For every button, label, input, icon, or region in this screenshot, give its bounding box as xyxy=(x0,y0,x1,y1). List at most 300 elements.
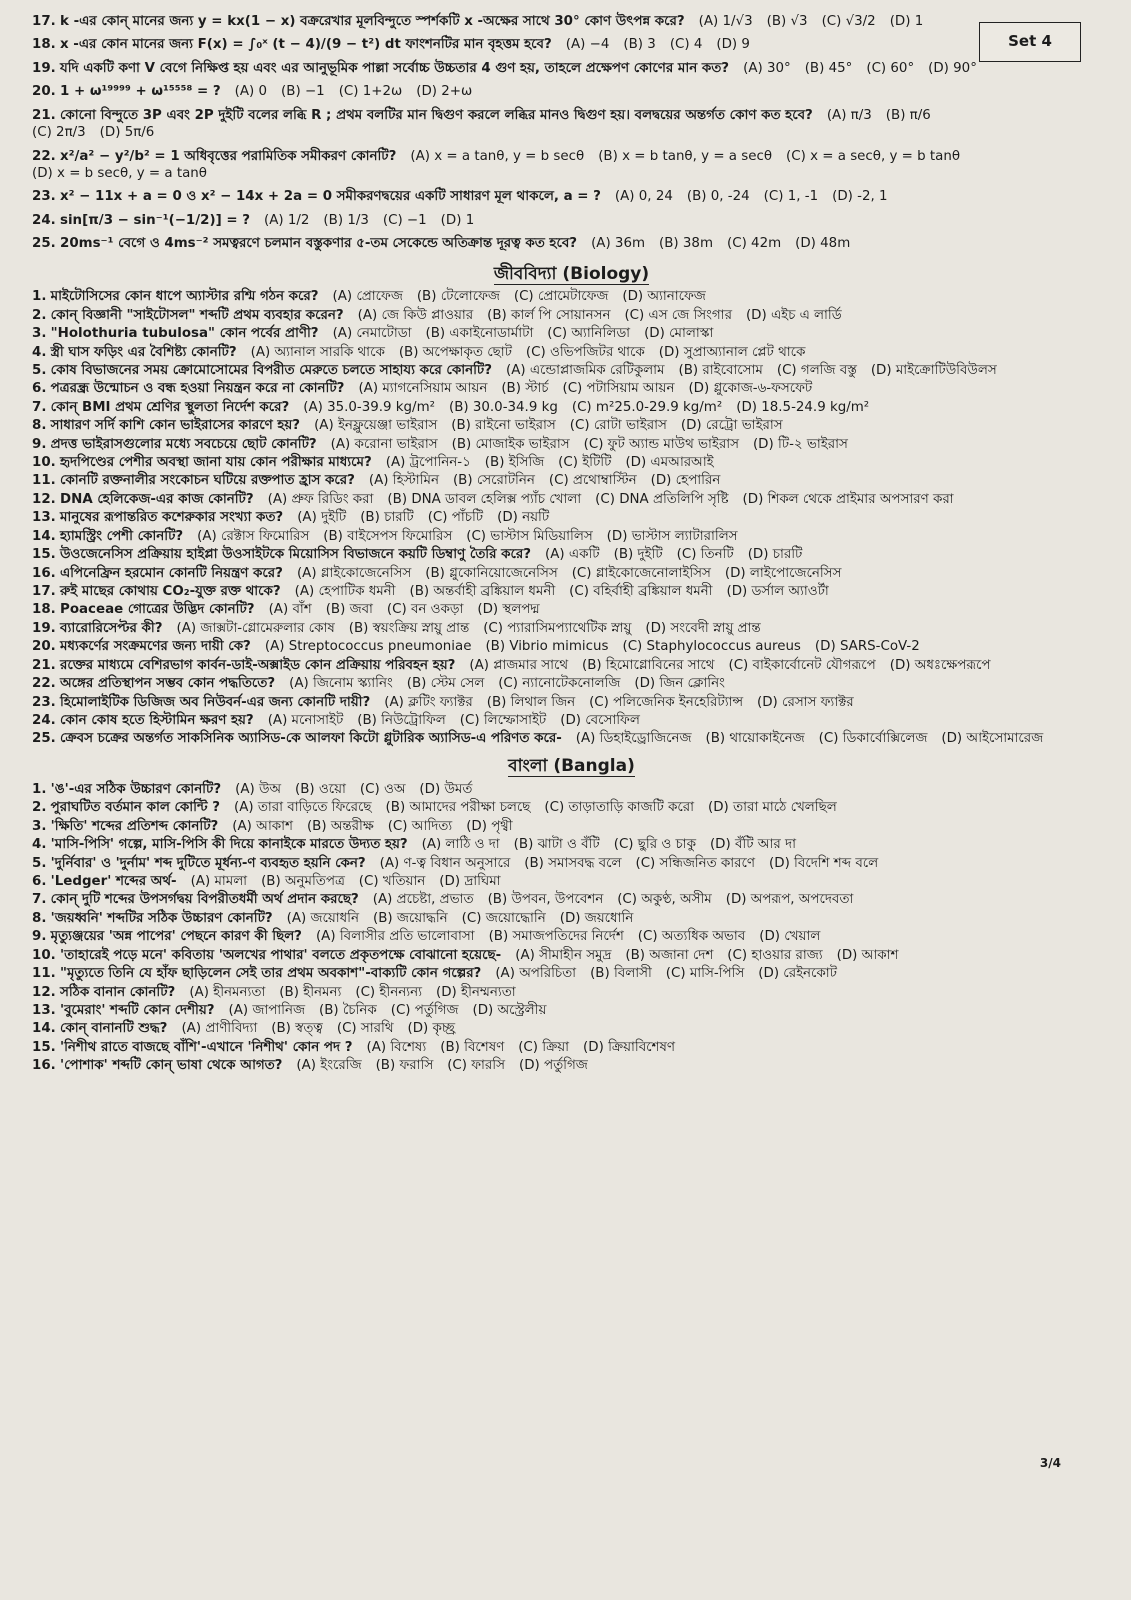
question-item xyxy=(32,288,1111,306)
answer-option: (D) অপরূপ, অপদেবতা xyxy=(725,892,854,908)
question-item xyxy=(32,104,982,145)
answer-option: (B) কার্ল পি সোয়ানসন xyxy=(487,307,611,323)
answer-option: (B) 30.0-34.9 kg xyxy=(448,399,558,415)
answer-option: (A) প্রুফ রিডিং করা xyxy=(267,491,374,507)
question-text: রক্তের মাধ্যমে বেশিরভাগ কার্বন-ডাই-অক্সাইড কোন প্রক্রিয়ায় পরিবহন হয়? xyxy=(60,657,456,673)
question-text: কোন্ বানানটি শুদ্ধ? xyxy=(60,1021,168,1037)
question-number: 23. xyxy=(32,694,56,710)
answer-option: (A) করোনা ভাইরাস xyxy=(330,436,438,452)
question-number: 18. xyxy=(32,37,56,53)
answer-option: (A) মামলা xyxy=(190,873,248,889)
answer-option: (A) ণ-ত্ব বিধান অনুসারে xyxy=(379,855,511,871)
question-stem xyxy=(32,472,355,489)
answer-option: (B) ফরাসি xyxy=(375,1058,434,1074)
question-number: 12. xyxy=(32,491,56,507)
answer-option: (C) Staphylococcus aureus xyxy=(622,639,801,655)
question-text: হ্যামস্ট্রিং পেশী কোনটি? xyxy=(60,528,184,544)
question-stem xyxy=(32,1020,167,1037)
answer-option: (D) SARS-CoV-2 xyxy=(814,639,920,655)
answer-option: (A) জে কিউ প্লাওয়ার xyxy=(357,307,474,323)
answer-option: (B) 45° xyxy=(804,60,853,76)
answer-option: (C) 1+2ω xyxy=(338,84,403,100)
answer-option: (A) ট্রপোনিন-১ xyxy=(385,455,471,471)
question-item xyxy=(32,638,1111,656)
answer-option: (C) ওভিপজিটর থাকে xyxy=(525,344,645,360)
answer-option: (C) তাড়াতাড়ি কাজটি করো xyxy=(544,800,695,816)
answer-option: (A) জাপানিজ xyxy=(228,1002,305,1018)
question-stem xyxy=(32,799,220,816)
answer-option: (D) দ্রাঘিমা xyxy=(439,873,501,889)
question-stem xyxy=(32,730,562,747)
answer-option: (A) 35.0-39.9 kg/m² xyxy=(303,399,435,415)
set-label: Set 4 xyxy=(979,22,1081,62)
answer-option: (C) আদিত্য xyxy=(387,818,453,834)
answer-option: (D) তারা মাঠে খেলছিল xyxy=(708,800,837,816)
answer-option: (B) বিশেষণ xyxy=(440,1039,505,1055)
answer-option: (B) টেলোফেজ xyxy=(416,289,500,305)
answer-option: (A) 30° xyxy=(743,60,791,76)
question-text: 'ক্ষিতি' শব্দের প্রতিশব্দ কোনটি? xyxy=(50,818,219,834)
answer-option: (B) স্বত্ত্ব xyxy=(271,1021,323,1037)
question-stem xyxy=(32,188,601,205)
answer-option: (B) 3 xyxy=(623,37,656,53)
answer-option: (A) প্রোফেজ xyxy=(332,289,403,305)
question-number: 5. xyxy=(32,362,47,378)
answer-option: (C) প্যারাসিমপ্যাথেটিক স্নায়ু xyxy=(483,620,632,636)
answer-option: (A) প্লাজমার সাথে xyxy=(469,657,568,673)
question-number: 2. xyxy=(32,307,47,323)
answer-option: (D) এমআরআই xyxy=(625,455,714,471)
answer-option: (B) বিলাসী xyxy=(590,966,652,982)
question-number: 19. xyxy=(32,60,56,76)
question-item xyxy=(32,380,1111,398)
answer-option: (D) জিন ক্লোনিং xyxy=(634,676,725,692)
answer-option: (D) পর্তুগিজ xyxy=(518,1058,588,1074)
question-stem xyxy=(32,36,552,53)
answer-option: (D) জয়ধোনি xyxy=(559,910,634,926)
answer-option: (C) 2π/3 xyxy=(32,125,86,141)
question-stem xyxy=(32,344,237,361)
question-item xyxy=(32,435,1111,453)
question-stem xyxy=(32,380,344,397)
answer-option: (B) চৈনিক xyxy=(319,1002,377,1018)
question-stem xyxy=(32,399,289,416)
question-number: 11. xyxy=(32,473,56,489)
question-stem xyxy=(32,583,281,600)
answer-option: (B) অপেক্ষাকৃত ছোট xyxy=(398,344,512,360)
answer-option: (C) রোটা ভাইরাস xyxy=(569,418,667,434)
answer-option: (B) DNA ডাবল হেলিক্স প্যাঁচ খোলা xyxy=(387,491,582,507)
question-text: x -এর কোন মানের জন্য F(x) = ∫₀ˣ (t − 4)/(9 − t²) dt ফাংশনটির মান বৃহত্তম হবে? xyxy=(60,37,552,53)
math-section xyxy=(32,10,982,256)
biology-section xyxy=(32,288,1111,749)
answer-option: (B) জয়োদ্ধনি xyxy=(372,910,448,926)
question-text: 'পোশাক' শব্দটি কোন্ ভাষা থেকে আগত? xyxy=(60,1058,283,1074)
question-number: 17. xyxy=(32,583,56,599)
answer-option: (A) 0 xyxy=(234,84,268,100)
question-stem xyxy=(32,528,183,545)
question-number: 16. xyxy=(32,1058,56,1074)
question-text: প্রদত্ত ভাইরাসগুলোর মধ্যে সবচেয়ে ছোট কোনটি? xyxy=(50,436,317,452)
question-stem xyxy=(32,491,254,508)
answer-option: (B) স্টার্চ xyxy=(501,381,549,397)
question-text: রুই মাছের কোথায় CO₂-যুক্ত রক্ত থাকে? xyxy=(60,583,281,599)
question-text: মধ্যকর্ণের সংক্রমণের জন্য দায়ী কে? xyxy=(60,639,251,655)
question-number: 14. xyxy=(32,528,56,544)
question-stem xyxy=(32,325,319,342)
answer-option: (A) ইংরেজি xyxy=(296,1058,362,1074)
answer-option: (D) লাইপোজেনেসিস xyxy=(724,565,842,581)
answer-option: (B) দুইটি xyxy=(613,547,663,563)
question-text: DNA হেলিকেজ-এর কাজ কোনটি? xyxy=(60,491,254,507)
question-number: 1. xyxy=(32,781,47,797)
answer-option: (D) শিকল থেকে প্রাইমার অপসারণ করা xyxy=(742,491,954,507)
answer-option: (B) নিউট্রোফিল xyxy=(357,712,446,728)
answer-option: (A) গ্লাইকোজেনেসিস xyxy=(296,565,412,581)
answer-option: (B) সেরোটনিন xyxy=(452,473,535,489)
question-item xyxy=(32,891,1111,909)
question-item xyxy=(32,909,1111,927)
question-number: 24. xyxy=(32,712,56,728)
question-number: 6. xyxy=(32,873,47,889)
question-text: "মৃত্যুতে তিনি যে হাঁফ ছাড়িলেন সেই তার প্রথম অবকাশ"-বাক্যটি কোন গল্পের? xyxy=(60,966,482,982)
answer-option: (B) লিথাল জিন xyxy=(486,694,576,710)
question-stem xyxy=(32,818,218,835)
answer-option: (D) মোলাস্কা xyxy=(644,326,714,342)
answer-option: (D) রেট্রো ভাইরাস xyxy=(680,418,783,434)
question-number: 25. xyxy=(32,731,56,747)
answer-option: (C) ফুট অ্যান্ড মাউথ ভাইরাস xyxy=(583,436,739,452)
answer-option: (A) তারা বাড়িতে ফিরেছে xyxy=(233,800,372,816)
question-text: k -এর কোন্ মানের জন্য y = kx(1 − x) বক্ররেখার মূলবিন্দুতে স্পর্শকটি x -অক্ষের সাথে 30° কোণ উৎপন্ন করে? xyxy=(60,14,685,29)
answer-option: (C) 4 xyxy=(669,37,703,53)
question-item xyxy=(32,946,1111,964)
question-text: কোন্ দুটি শব্দের উপসর্গদ্বয় বিপরীতধর্মী অর্থ প্রদান করছে? xyxy=(50,892,359,908)
answer-option: (C) 60° xyxy=(866,60,915,76)
bangla-section xyxy=(32,780,1111,1075)
question-item xyxy=(32,854,1111,872)
answer-option: (C) সন্ধিজনিত কারণে xyxy=(635,855,756,871)
answer-option: (D) আকাশ xyxy=(836,947,899,963)
answer-option: (D) ভাস্টাস ল্যাটারালিস xyxy=(606,528,738,544)
answer-option: (D) মাইক্রোটিউবিউলস xyxy=(870,362,997,378)
answer-option: (A) 36m xyxy=(591,236,646,252)
question-text: 'নিশীথ রাতে বাজছে বাঁশি'-এখানে 'নিশীথ' কোন পদ ? xyxy=(60,1039,353,1055)
question-item xyxy=(32,965,1111,983)
answer-option: (C) 1, -1 xyxy=(763,189,819,205)
answer-option: (C) m²25.0-29.9 kg/m² xyxy=(571,399,723,415)
answer-option: (A) ম্যাগনেসিয়াম আয়ন xyxy=(358,381,488,397)
answer-option: (D) অধঃক্ষেপরূপে xyxy=(889,657,991,673)
answer-option: (C) গলজি বস্তু xyxy=(776,362,857,378)
answer-option: (B) গ্লুকোনিয়োজেনেসিস xyxy=(425,565,558,581)
answer-option: (D) স্থলপদ্ম xyxy=(477,602,540,618)
question-number: 8. xyxy=(32,418,47,434)
answer-option: (A) 1/2 xyxy=(264,212,310,228)
question-item xyxy=(32,693,1111,711)
question-text: ক্রেবস চক্রের অন্তর্গত সাকসিনিক অ্যাসিড-কে আলফা কিটো গ্লুটারিক অ্যাসিড-এ পরিণত করে- xyxy=(60,731,562,747)
answer-option: (C) ভাস্টাস মিডিয়ালিস xyxy=(466,528,593,544)
answer-option: (A) অ্যানাল সারকি থাকে xyxy=(250,344,385,360)
answer-option: (D) 90° xyxy=(928,60,977,76)
answer-option: (A) বাঁশ xyxy=(268,602,312,618)
answer-option: (D) উমর্ত xyxy=(419,781,473,797)
answer-option: (B) √3 xyxy=(766,14,808,29)
question-text: 'দুর্নিবার' ও 'দুর্নাম' শব্দ দুটিতে মূর্ধন্য-ণ ব্যবহৃত হয়নি কেন? xyxy=(50,855,366,871)
question-text: কোন্ BMI প্রথম শ্রেণির স্থুলতা নির্দেশ করে? xyxy=(50,399,290,415)
question-text: "Holothuria tubulosa" কোন পর্বের প্রাণী? xyxy=(50,326,319,342)
question-item xyxy=(32,417,1111,435)
question-stem xyxy=(32,1057,282,1074)
question-stem xyxy=(32,781,221,798)
answer-option: (A) π/3 xyxy=(826,107,872,123)
answer-option: (B) স্বয়ংক্রিয় স্নায়ু প্রান্ত xyxy=(348,620,470,636)
answer-option: (A) প্রচেষ্টা, প্রভাত xyxy=(372,892,474,908)
question-text: 20ms⁻¹ বেগে ও 4ms⁻² সমত্বরণে চলমান বস্তুকণার ৫-তম সেকেন্ডে অতিক্রান্ত দূরত্ব কত হবে? xyxy=(60,236,578,252)
question-stem xyxy=(32,212,250,229)
answer-option: (A) সীমাহীন সমুদ্র xyxy=(515,947,612,963)
answer-option: (C) প্রোমেটাফেজ xyxy=(513,289,609,305)
question-item xyxy=(32,1057,1111,1075)
answer-option: (B) অন্তরীক্ষ xyxy=(306,818,374,834)
question-item xyxy=(32,546,1111,564)
question-item xyxy=(32,730,1111,748)
question-item xyxy=(32,306,1111,324)
answer-option: (B) Vibrio mimicus xyxy=(485,639,609,655)
answer-option: (B) ঝাটা ও বঁটি xyxy=(513,837,600,853)
question-item xyxy=(32,817,1111,835)
question-item xyxy=(32,10,982,33)
biology-heading: জীববিদ্যা (Biology) xyxy=(493,263,650,284)
answer-option: (C) হীনন্যন্য xyxy=(355,984,423,1000)
answer-option: (A) মনোসাইট xyxy=(267,712,344,728)
answer-option: (D) x = b secθ, y = a tanθ xyxy=(32,165,207,181)
question-number: 5. xyxy=(32,855,47,871)
question-number: 7. xyxy=(32,399,47,415)
question-number: 24. xyxy=(32,212,56,228)
question-number: 3. xyxy=(32,326,47,342)
question-number: 14. xyxy=(32,1021,56,1037)
answer-option: (A) একটি xyxy=(545,547,600,563)
question-stem xyxy=(32,83,221,100)
question-stem xyxy=(32,288,319,305)
question-number: 21. xyxy=(32,657,56,673)
question-stem xyxy=(32,965,481,982)
answer-option: (A) ইনফ্লুয়েঞ্জা ভাইরাস xyxy=(314,418,438,434)
question-text: উওজেনেসিস প্রক্রিয়ায় হাইপ্লা উওসাইটকে মিয়োসিস বিভাজনে কয়টি ডিম্বাণু তৈরি করে? xyxy=(60,547,532,563)
question-stem xyxy=(32,910,273,927)
answer-option: (C) ইটিটি xyxy=(558,455,612,471)
answer-option: (B) অন্তর্বাহী ব্রঙ্কিয়াল ধমনী xyxy=(409,583,556,599)
question-stem xyxy=(32,675,275,692)
answer-option: (C) 42m xyxy=(727,236,782,252)
question-stem xyxy=(32,1039,352,1056)
question-number: 18. xyxy=(32,602,56,618)
question-stem xyxy=(32,509,283,526)
question-stem xyxy=(32,873,177,890)
question-number: 1. xyxy=(32,289,47,305)
question-number: 4. xyxy=(32,837,47,853)
question-stem xyxy=(32,836,408,853)
answer-option: (C) বন ওকড়া xyxy=(386,602,464,618)
question-item xyxy=(32,799,1111,817)
answer-option: (B) সমাসবদ্ধ বলে xyxy=(524,855,622,871)
question-stem xyxy=(32,307,344,324)
question-text: কোন কোষ হতে হিস্টামিন ক্ষরণ হয়? xyxy=(60,712,254,728)
answer-option: (D) 1 xyxy=(440,212,475,228)
answer-option: (D) খেয়াল xyxy=(759,929,821,945)
question-stem xyxy=(32,148,396,165)
answer-option: (A) এন্ডোপ্লাজমিক রেটিকুলাম xyxy=(505,362,665,378)
answer-option: (D) 18.5-24.9 kg/m² xyxy=(736,399,870,415)
question-text: সঠিক বানান কোনটি? xyxy=(60,984,176,1000)
question-text: 'তাহারেই পড়ে মনে' কবিতায় 'অলখের পাথার' বলতে প্রকৃতপক্ষে বোঝানো হয়েছে- xyxy=(60,947,502,963)
question-stem xyxy=(32,1002,214,1019)
question-text: x² − 11x + a = 0 ও x² − 14x + 2a = 0 সমীকরণদ্বয়ের একটি সাধারণ মূল থাকলে, a = ? xyxy=(60,189,601,205)
answer-option: (A) x = a tanθ, y = b secθ xyxy=(410,148,585,164)
answer-option: (C) ক্রিয়া xyxy=(518,1039,570,1055)
question-number: 4. xyxy=(32,344,47,360)
answer-option: (C) ন্যানোটেকনোলজি xyxy=(498,676,621,692)
question-stem xyxy=(32,565,283,582)
answer-option: (C) x = a secθ, y = b tanθ xyxy=(786,148,961,164)
answer-option: (C) খতিয়ান xyxy=(358,873,426,889)
question-number: 22. xyxy=(32,676,56,692)
question-item xyxy=(32,836,1111,854)
question-text: কোষ বিভাজনের সময় ক্রোমোসোমের বিপরীত মেরুতে চলতে সাহায্য করে কোনটি? xyxy=(50,362,492,378)
answer-option: (D) 5π/6 xyxy=(99,125,155,141)
question-number: 10. xyxy=(32,947,56,963)
answer-option: (B) আমাদের পরীক্ষা চলছে xyxy=(385,800,531,816)
answer-option: (D) পৃথ্বী xyxy=(466,818,513,834)
answer-option: (C) ডিকার্বোক্সিলেজ xyxy=(818,731,928,747)
answer-option: (D) টি-২ ভাইরাস xyxy=(752,436,848,452)
question-stem xyxy=(32,855,366,872)
page-number: 3/4 xyxy=(1039,1456,1061,1471)
question-number: 22. xyxy=(32,148,56,164)
question-item xyxy=(32,780,1111,798)
question-item xyxy=(32,1020,1111,1038)
answer-option: (A) −4 xyxy=(565,37,610,53)
question-item xyxy=(32,209,982,232)
answer-option: (D) 1 xyxy=(889,14,924,29)
answer-option: (C) অত্যধিক অভাব xyxy=(637,929,746,945)
question-text: হিমোলাইটিক ডিজিজ অব নিউবর্ন-এর জন্য কোনটি দায়ী? xyxy=(60,694,371,710)
question-item xyxy=(32,57,982,80)
answer-option: (A) ডিহাইড্রোজিনেজ xyxy=(575,731,692,747)
answer-option: (C) ওঅ xyxy=(359,781,406,797)
answer-option: (B) অজানা দেশ xyxy=(625,947,714,963)
answer-option: (D) রেসাস ফ্যাক্টর xyxy=(757,694,854,710)
answer-option: (B) জবা xyxy=(325,602,373,618)
answer-option: (B) 38m xyxy=(659,236,713,252)
question-text: স্ত্রী ঘাস ফড়িং এর বৈশিষ্ট্য কোনটি? xyxy=(50,344,237,360)
question-stem xyxy=(32,891,359,908)
answer-option: (A) লাঠি ও দা xyxy=(421,837,500,853)
answer-option: (D) ক্রিয়াবিশেষণ xyxy=(583,1039,675,1055)
question-stem xyxy=(32,712,254,729)
answer-option: (B) সমাজপতিদের নির্দেশ xyxy=(488,929,624,945)
question-item xyxy=(32,675,1111,693)
answer-option: (D) অস্ট্রেলীয় xyxy=(472,1002,547,1018)
answer-option: (D) 2+ω xyxy=(416,84,473,100)
answer-option: (C) প্রথোম্বাস্টিন xyxy=(548,473,637,489)
question-number: 21. xyxy=(32,107,56,123)
answer-option: (C) পর্তুগিজ xyxy=(390,1002,459,1018)
question-item xyxy=(32,928,1111,946)
answer-option: (A) 0, 24 xyxy=(614,189,673,205)
answer-option: (A) বিশেষ্য xyxy=(366,1039,427,1055)
question-text: এপিনেফ্রিন হরমোন কোনটি নিয়ন্ত্রণ করে? xyxy=(60,565,283,581)
question-item xyxy=(32,1038,1111,1056)
question-number: 13. xyxy=(32,510,56,526)
answer-option: (C) মাসি-পিসি xyxy=(665,966,745,982)
answer-option: (C) গ্লাইকোজেনোলাইসিস xyxy=(571,565,711,581)
answer-option: (B) −1 xyxy=(281,84,325,100)
question-stem xyxy=(32,928,302,945)
answer-option: (B) বাইসেপস ফিমোরিস xyxy=(323,528,453,544)
question-number: 10. xyxy=(32,455,56,471)
question-text: 'ঙ'-এর সঠিক উচ্চারণ কোনটি? xyxy=(50,781,222,797)
answer-option: (C) জয়োদ্ধোনি xyxy=(461,910,546,926)
answer-option: (A) 1/√3 xyxy=(698,14,753,29)
answer-option: (A) জাক্সটা-গ্লোমেরুলার কোষ xyxy=(176,620,335,636)
question-item xyxy=(32,145,982,186)
question-text: 'বুমেরাং' শব্দটি কোন দেশীয়? xyxy=(60,1002,215,1018)
answer-option: (B) স্টেম সেল xyxy=(406,676,485,692)
question-stem xyxy=(32,417,300,434)
question-text: 'Ledger' শব্দের অর্থ- xyxy=(50,873,177,889)
question-number: 8. xyxy=(32,910,47,926)
question-number: 25. xyxy=(32,236,56,252)
question-item xyxy=(32,33,982,56)
question-item xyxy=(32,185,982,208)
question-number: 11. xyxy=(32,966,56,982)
answer-option: (A) অপরিচিতা xyxy=(495,966,577,982)
question-number: 15. xyxy=(32,547,56,563)
question-text: কোন্ বিজ্ঞানী "সাইটোসল" শব্দটি প্রথম ব্যবহার করেন? xyxy=(50,307,344,323)
answer-option: (D) এইচ এ লার্ডি xyxy=(745,307,842,323)
question-item xyxy=(32,1001,1111,1019)
question-stem xyxy=(32,657,455,674)
question-item xyxy=(32,564,1111,582)
answer-option: (C) অকুণ্ঠ, অসীম xyxy=(617,892,712,908)
answer-option: (D) বেসোফিল xyxy=(560,712,640,728)
answer-option: (D) হেপারিন xyxy=(650,473,721,489)
question-item xyxy=(32,343,1111,361)
question-number: 23. xyxy=(32,189,56,205)
question-stem xyxy=(32,620,162,637)
answer-option: (D) বঁটি আর দা xyxy=(709,837,796,853)
question-stem xyxy=(32,638,251,655)
question-stem xyxy=(32,235,577,252)
answer-option: (D) গ্লুকোজ-৬-ফসফেট xyxy=(688,381,813,397)
question-number: 6. xyxy=(32,381,47,397)
answer-option: (B) মোজাইক ভাইরাস xyxy=(451,436,570,452)
question-stem xyxy=(32,947,501,964)
question-text: কোনটি রক্তনালীর সংকোচন ঘটিয়ে রক্তপাত হ্রাস করে? xyxy=(60,473,355,489)
answer-option: (D) ডর্সাল অ্যাওর্টা xyxy=(726,583,829,599)
answer-option: (D) -2, 1 xyxy=(832,189,888,205)
question-text: x²/a² − y²/b² = 1 অধিবৃত্তের পরামিতিক সমীকরণ কোনটি? xyxy=(60,148,397,164)
question-item xyxy=(32,490,1111,508)
question-number: 2. xyxy=(32,800,47,816)
answer-option: (D) চারটি xyxy=(747,547,803,563)
answer-option: (C) বহির্বাহী ব্রঙ্কিয়াল ধমনী xyxy=(569,583,713,599)
question-item xyxy=(32,325,1111,343)
question-stem xyxy=(32,601,255,618)
question-text: sin[π/3 − sin⁻¹(−1/2)] = ? xyxy=(60,212,250,228)
